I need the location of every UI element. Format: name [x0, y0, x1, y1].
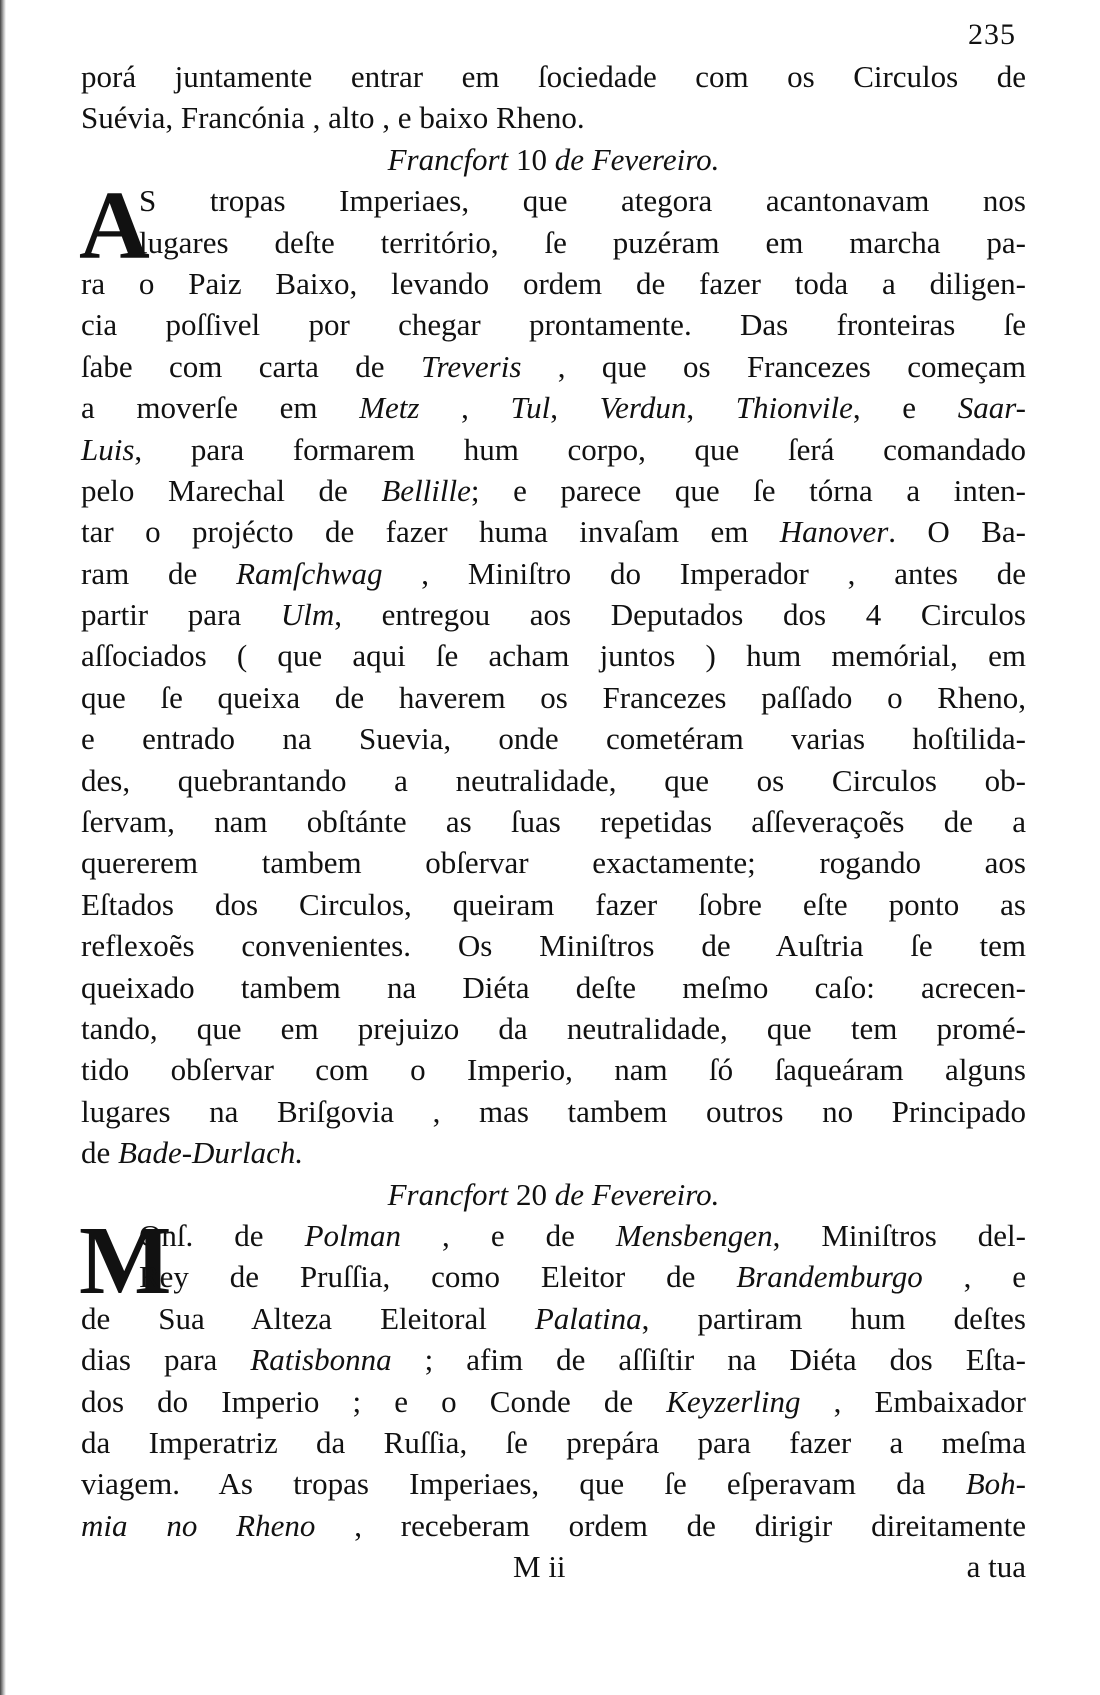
text-run: , e — [852, 390, 958, 426]
italic-text: Boh- — [965, 1466, 1026, 1502]
italic-text: Francfort — [387, 141, 509, 177]
italic-text: mia no Rheno — [81, 1507, 316, 1543]
text-run: ; e parece que ſe tórna a inten- — [470, 472, 1026, 508]
text-run: que ſe queixa de haverem os Francezes paſſado o Rheno, — [81, 679, 1026, 715]
drop-cap: A — [79, 172, 150, 281]
dateline-heading — [81, 139, 1026, 180]
italic-text: Ratisbonna — [250, 1342, 392, 1378]
italic-text: Tul — [510, 390, 551, 426]
text-run: ſervam, nam obſtánte as ſuas repetidas aſſeveraçoẽs de a — [81, 804, 1026, 840]
italic-text: de Fevereiro. — [554, 1176, 720, 1212]
text-run: , Miniſtro do Imperador , antes de — [382, 555, 1026, 591]
text-line — [81, 304, 1026, 345]
italic-text: Bade-Durlach. — [118, 1135, 304, 1171]
text-run: da Imperatriz da Ruſſia, ſe prepára para fazer a meſma — [81, 1424, 1026, 1460]
text-line — [81, 967, 1026, 1008]
text-run: tido obſervar com o Imperio, nam ſó ſaqueáram alguns — [81, 1052, 1026, 1088]
italic-text: Brandemburgo — [736, 1259, 923, 1295]
text-line — [81, 97, 1026, 138]
italic-text: Bellille — [381, 472, 471, 508]
dateline-heading — [81, 1174, 1026, 1215]
text-run: , Embaixador — [800, 1383, 1027, 1419]
italic-text: Metz — [359, 390, 420, 426]
italic-text: Mensbengen — [615, 1217, 773, 1253]
text-line — [81, 553, 1026, 594]
body-text — [81, 56, 1026, 1546]
text-line — [81, 263, 1026, 304]
text-line — [81, 1463, 1026, 1504]
italic-text: Thionvile — [735, 390, 853, 426]
text-run: lugares deſte território, ſe puzéram em marcha pa- — [139, 224, 1026, 260]
text-run: , — [550, 390, 600, 426]
italic-text: Palatina — [534, 1300, 642, 1336]
text-line — [81, 387, 1026, 428]
text-run: 20 — [508, 1176, 555, 1212]
text-column — [81, 56, 1026, 1587]
text-run: , Miniſtros del- — [772, 1217, 1026, 1253]
italic-text: Hanover — [779, 514, 889, 550]
text-run: e entrado na Suevia, onde cometéram varias hoſtilida- — [81, 721, 1026, 757]
text-line — [81, 677, 1026, 718]
catchword: a tua — [966, 1549, 1026, 1585]
text-line — [81, 801, 1026, 842]
text-line — [81, 1256, 1026, 1297]
text-run: des, quebrantando a neutralidade, que os Circulos ob- — [81, 762, 1026, 798]
italic-text: Treveris — [420, 348, 522, 384]
text-run: queixado tambem na Diéta deſte meſmo caſo: acrecen- — [81, 969, 1026, 1005]
italic-text: Ulm — [280, 597, 335, 633]
italic-text: Polman — [304, 1217, 402, 1253]
text-run: Eſtados dos Circulos, queiram fazer ſobre eſte ponto as — [81, 886, 1026, 922]
text-run: pelo Marechal de — [81, 472, 382, 508]
text-run: de — [81, 1135, 119, 1171]
text-line — [81, 222, 1026, 263]
italic-text: Keyzerling — [666, 1383, 801, 1419]
text-run: 10 — [508, 141, 555, 177]
page-number: 235 — [968, 18, 1016, 51]
text-run: Suévia, Francónia , alto , e baixo Rheno. — [81, 100, 585, 136]
text-run: , que os Francezes começam — [521, 348, 1026, 384]
text-run: porá juntamente entrar em ſociedade com os Circulos de — [81, 59, 1026, 94]
text-line — [81, 718, 1026, 759]
signature-mark: M ii — [513, 1549, 566, 1585]
text-line — [81, 635, 1026, 676]
text-line — [81, 1298, 1026, 1339]
text-line — [81, 429, 1026, 470]
text-run: cia poſſivel por chegar prontamente. Das fronteiras ſe — [81, 307, 1026, 343]
text-line — [81, 1422, 1026, 1463]
text-run: dos do Imperio ; e o Conde de — [81, 1383, 667, 1419]
text-line — [81, 1008, 1026, 1049]
text-line — [81, 470, 1026, 511]
text-run: , partiram hum deſtes — [641, 1300, 1026, 1336]
text-line — [81, 511, 1026, 552]
text-run: dias para — [81, 1342, 251, 1378]
text-run: . O Ba- — [888, 514, 1026, 550]
text-run: de Sua Alteza Eleitoral — [81, 1300, 535, 1336]
text-run: Rey de Pruſſia, como Eleitor de — [139, 1259, 737, 1295]
text-run: tando, que em prejuizo da neutralidade, que tem promé- — [81, 1010, 1026, 1046]
text-run: quererem tambem obſervar exactamente; rogando aos — [81, 845, 1026, 881]
italic-text: Francfort — [387, 1176, 509, 1212]
italic-text: de Fevereiro. — [554, 141, 720, 177]
text-run: , e — [922, 1259, 1026, 1295]
text-run: lugares na Briſgovia , mas tambem outros no Principado — [81, 1093, 1026, 1129]
drop-cap: M — [79, 1206, 172, 1315]
text-run: , — [419, 390, 511, 426]
text-run: Onſ. de — [139, 1217, 305, 1253]
text-run: ; afim de aſſiſtir na Diéta dos Eſta- — [391, 1342, 1027, 1378]
text-line — [81, 1132, 1026, 1173]
text-run: partir para — [81, 597, 281, 633]
text-line — [81, 1091, 1026, 1132]
text-line — [81, 925, 1026, 966]
text-line — [81, 1049, 1026, 1090]
text-line — [81, 842, 1026, 883]
text-run: , e de — [401, 1217, 616, 1253]
text-run: a moverſe em — [81, 390, 360, 426]
text-run: aſſociados ( que aqui ſe acham juntos ) hum memórial, em — [81, 638, 1026, 674]
page-binding-edge — [0, 0, 6, 1695]
text-line — [81, 594, 1026, 635]
text-line — [81, 56, 1026, 97]
italic-text: Saar- — [957, 390, 1027, 426]
text-run: , para formarem hum corpo, que ſerá comandado — [134, 431, 1026, 467]
text-line — [81, 884, 1026, 925]
italic-text: Verdun — [599, 390, 687, 426]
text-line — [81, 346, 1026, 387]
text-run: tar o projécto de fazer huma invaſam em — [81, 514, 780, 550]
text-line — [81, 1505, 1026, 1546]
page-footer — [81, 1546, 1026, 1587]
text-line — [81, 760, 1026, 801]
italic-text: Ramſchwag — [236, 555, 383, 591]
text-run: ram de — [81, 555, 237, 591]
text-run: ſabe com carta de — [81, 348, 421, 384]
text-run: , — [686, 390, 736, 426]
text-run: , entregou aos Deputados dos 4 Circulos — [334, 597, 1026, 633]
text-run: ra o Paiz Baixo, levando ordem de fazer toda a diligen- — [81, 265, 1026, 301]
text-run: viagem. As tropas Imperiaes, que ſe eſperavam da — [81, 1466, 966, 1502]
text-run: S tropas Imperiaes, que ategora acantonavam nos — [139, 183, 1026, 219]
text-line — [81, 1381, 1026, 1422]
text-run: , receberam ordem de dirigir direitamente — [315, 1507, 1026, 1543]
text-line — [81, 1339, 1026, 1380]
italic-text: Luis — [81, 431, 135, 467]
text-run: reflexoẽs convenientes. Os Miniſtros de Auſtria ſe tem — [81, 928, 1026, 964]
